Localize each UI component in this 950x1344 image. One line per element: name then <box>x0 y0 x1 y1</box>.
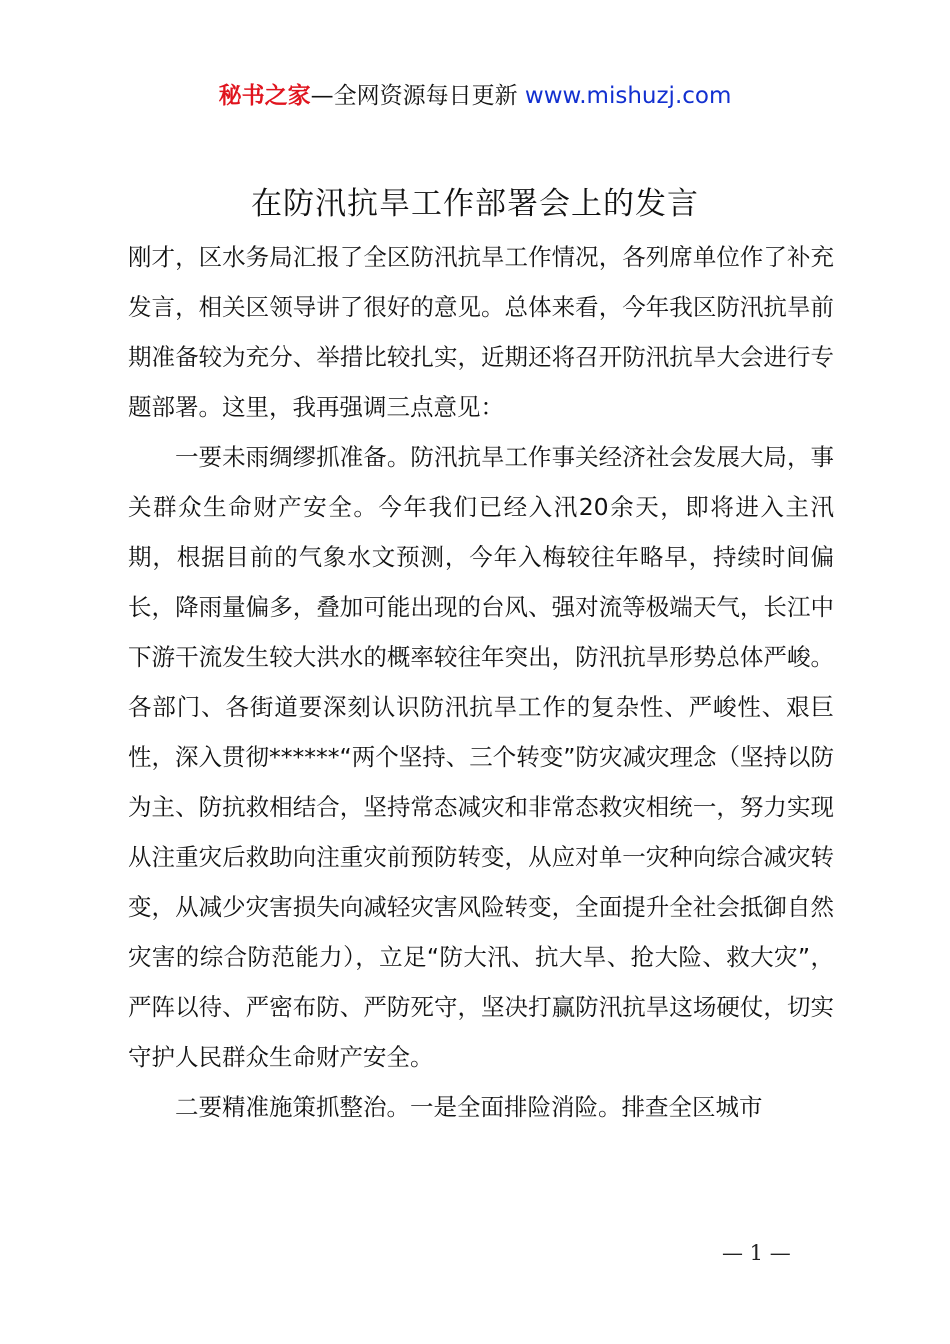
document-title: 在防汛抗旱工作部署会上的发言 <box>251 186 699 222</box>
brand-name: 秘书之家 <box>218 83 311 109</box>
site-url-link[interactable]: www.mishuzj.com <box>524 83 732 109</box>
document-body <box>128 232 834 1132</box>
site-header <box>0 80 950 112</box>
header-tagline: —全网资源每日更新 <box>310 83 518 109</box>
paragraph-point-one: 一要未雨绸缪抓准备。防汛抗旱工作事关经济社会发展大局，事关群众生命财产安全。今年我们已经入汛20余天，即将进入主汛期，根据目前的气象水文预测，今年入梅较往年略早，持续时间偏长，降雨量偏多，叠加可能出现的台风、强对流等极端天气，长江中下游干流发生较大洪水的概率较往年突出，防汛抗旱形势总体严峻。各部门、各街道要深刻认识防汛抗旱工作的复杂性、严峻性、艰巨性，深入贯彻******“两个坚持、三个转变”防灾减灾理念（坚持以防为主、防抗救相结合，坚持常态减灾和非常态救灾相统一，努力实现从注重灾后救助向注重灾前预防转变，从应对单一灾种向综合减灾转变，从减少灾害损失向减轻灾害风险转变，全面提升全社会抵御自然灾害的综合防范能力），立足“防大汛、抗大旱、抢大险、救大灾”，严阵以待、严密布防、严防死守，坚决打赢防汛抗旱这场硬仗，切实守护人民群众生命财产安全。 <box>128 443 834 1071</box>
paragraph-intro: 刚才，区水务局汇报了全区防汛抗旱工作情况，各列席单位作了补充发言，相关区领导讲了很好的意见。总体来看，今年我区防汛抗旱前期准备较为充分、举措比较扎实，近期还将召开防汛抗旱大会进行专题部署。这里，我再强调三点意见： <box>128 243 834 421</box>
paragraph-point-two: 二要精准施策抓整治。一是全面排险消险。排查全区城市 <box>175 1093 763 1121</box>
page-number: — 1 — <box>722 1241 791 1265</box>
